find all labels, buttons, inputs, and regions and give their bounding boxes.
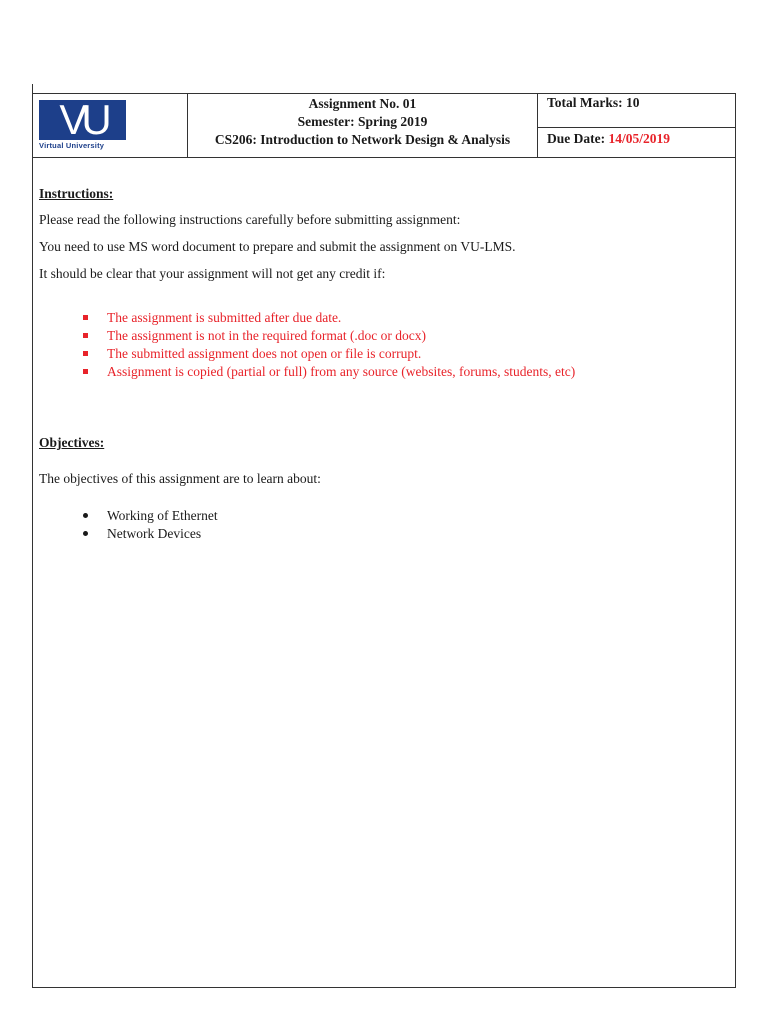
logo-cell: [33, 94, 188, 157]
objectives-intro: The objectives of this assignment are to learn about:: [39, 471, 321, 486]
vu-logo: [39, 96, 126, 150]
no-credit-conditions: [83, 309, 575, 381]
list-item: The assignment is submitted after due date.: [83, 309, 575, 327]
list-item: The submitted assignment does not open or file is corrupt.: [83, 345, 575, 363]
instruction-line-2: You need to use MS word document to prepare and submit the assignment on VU-LMS.: [39, 239, 516, 254]
due-date-label: Due Date:: [547, 131, 606, 146]
header-table: [33, 94, 735, 158]
round-bullet-icon: [83, 513, 88, 518]
objectives-list: [83, 507, 218, 543]
title-cell: [188, 94, 538, 157]
assignment-number: Assignment No. 01: [308, 96, 417, 111]
list-item: Assignment is copied (partial or full) from any source (websites, forums, students, etc): [83, 363, 575, 381]
due-date-value: 14/05/2019: [608, 131, 670, 146]
vu-logo-box: [39, 96, 126, 143]
meta-cell: [538, 94, 735, 157]
square-bullet-icon: [83, 369, 88, 374]
square-bullet-icon: [83, 351, 88, 356]
total-marks: Total Marks: 10: [538, 94, 735, 128]
list-item: The assignment is not in the required format (.doc or docx): [83, 327, 575, 345]
vu-logo-caption: Virtual University: [39, 141, 105, 150]
vu-logo-mark: VU: [59, 96, 106, 143]
square-bullet-icon: [83, 315, 88, 320]
document-page: [32, 93, 736, 988]
objectives-heading: Objectives:: [39, 435, 105, 450]
instruction-line-1: Please read the following instructions carefully before submitting assignment:: [39, 212, 461, 227]
semester: Semester: Spring 2019: [297, 114, 428, 129]
due-date: [547, 131, 670, 147]
instructions-heading: Instructions:: [39, 186, 114, 201]
instruction-line-3: It should be clear that your assignment will not get any credit if:: [39, 266, 386, 281]
round-bullet-icon: [83, 531, 88, 536]
list-item: Network Devices: [83, 525, 218, 543]
square-bullet-icon: [83, 333, 88, 338]
course-title: CS206: Introduction to Network Design & Analysis: [214, 132, 511, 147]
list-item: Working of Ethernet: [83, 507, 218, 525]
